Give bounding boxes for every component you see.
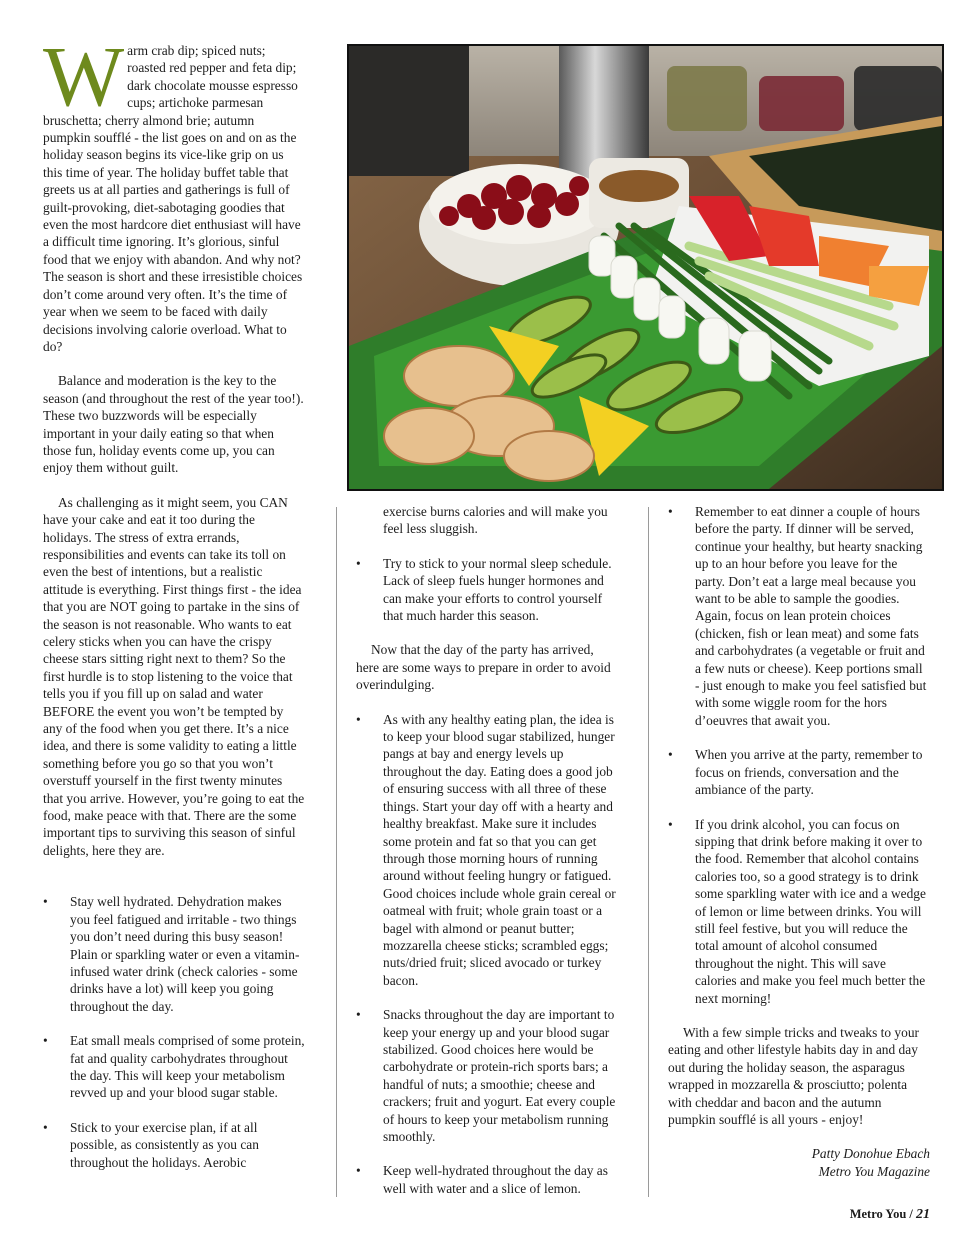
tip-text: Stick to your exercise plan, if at all possible, as consistently as you can throughout the holidays. Aerobic: [70, 1119, 259, 1170]
tip-text: Stay well hydrated. Dehydration makes you feel fatigued and irritable - two things you don’t need during this busy season! Plain or sparkling water or even a vitamin-infused water drink (check calories - some drinks have a lot) will keep you going throughout the day.: [70, 894, 300, 1014]
tip-text: Snacks throughout the day are important to keep your energy up and your blood sugar stabilized. Good choices here would be carbohydrate or protein-rich sports bars; a handful of nuts; a smoothie; cheese and crackers; fruit and yogurt. Eat every couple of hours to keep your metabolism running smoothly.: [383, 1007, 616, 1144]
bullet-marker: •: [43, 894, 48, 910]
tip-well-hydrated: [356, 1162, 618, 1197]
article-column-3: [668, 503, 930, 1180]
bullet-marker: •: [43, 1033, 48, 1049]
publication-name: Metro You Magazine: [818, 1163, 930, 1179]
food-platter-photo: [347, 44, 944, 491]
tip-arrive: [668, 746, 930, 798]
tip-blood-sugar: [356, 711, 618, 990]
magazine-name: Metro You /: [849, 1207, 913, 1221]
drop-cap: W: [43, 28, 125, 124]
balance-paragraph: Balance and moderation is the key to the season (and throughout the rest of the year too!). These two buzzwords will be especially important in your daily eating so that when those fun, holiday events come up, you can enjoy them without guilt.: [43, 373, 304, 476]
tip-text: If you drink alcohol, you can focus on sipping that drink before making it over to the food. Remember that alcohol contains calories too, so a good strategy is to drink some sparkling water with ice and a wedge of lemon or lime between drinks. You will still feel festive, but you will reduce the total amount of alcohol consumed throughout the night. This will save calories and make you feel much better the next morning!: [695, 816, 926, 1006]
bullet-marker: •: [356, 1163, 361, 1179]
tip-alcohol: [668, 816, 930, 1007]
tip-text: Try to stick to your normal sleep schedule. Lack of sleep fuels hunger hormones and can make your efforts to control yourself that much harder this season.: [383, 555, 612, 624]
article-column-2: [356, 503, 618, 1197]
tip-exercise-continued: [356, 503, 618, 538]
tip-snacks: [356, 1006, 618, 1145]
tip-text: As with any healthy eating plan, the idea is to keep your blood sugar stabilized, hunger pangs at bay and energy levels up throughout the day. Eating does a good job of ensuring success with all three of these things. Start your day off with a hearty and healthy breakfast. Make sure it includes some protein and fat so that you can get through those morning hours of running around without feeling hungry or fatigued. Good choices include whole grain cereal or oatmeal with fruit; whole grain toast or a bagel with almond or peanut butter; mozzarella cheese sticks; scrambled eggs; nuts/dried fruit; sliced avocado or turkey bacon.: [383, 711, 616, 988]
bullet-marker: •: [668, 816, 673, 832]
tip-small-meals: [43, 1032, 305, 1102]
tip-text: Eat small meals comprised of some protein, fat and quality carbohydrates throughout the day. This will keep your metabolism revved up and your blood sugar stable.: [70, 1033, 305, 1101]
page-number: 21: [916, 1207, 930, 1222]
tip-text: Keep well-hydrated throughout the day as well with water and a slice of lemon.: [383, 1163, 608, 1196]
column-divider-1: [336, 507, 337, 1197]
tip-exercise: [43, 1119, 305, 1171]
bullet-marker: •: [668, 747, 673, 763]
tip-dinner: [668, 503, 930, 729]
tip-sleep: [356, 555, 618, 625]
article-column-1: [43, 28, 305, 1171]
closing-paragraph: With a few simple tricks and tweaks to your eating and other lifestyle habits day in and day out during the holiday season, the asparagus wrapped in mozzarella & prosciutto; polenta with cheddar and bacon and the autumn pumpkin soufflé is all yours - enjoy!: [668, 1024, 919, 1127]
tip-text: When you arrive at the party, remember to focus on friends, conversation and the ambiance of the party.: [695, 747, 923, 798]
author-name: Patty Donohue Ebach: [811, 1146, 930, 1162]
page-footer: [850, 1207, 930, 1223]
column-divider-2: [648, 507, 649, 1197]
party-paragraph: Now that the day of the party has arrived, here are some ways to prepare in order to avoid overindulging.: [356, 642, 611, 693]
tip-text: exercise burns calories and will make you feel less sluggish.: [383, 504, 608, 537]
bullet-marker: •: [356, 555, 361, 571]
tip-text: Remember to eat dinner a couple of hours before the party. If dinner will be served, continue your healthy, but hearty snacking up to an hour before you leave for the party. Don’t eat a large meal because you want to be able to sample the goodies. Again, focus on lean protein choices (chicken, fish or lean meat) and some fats and carbohydrates (a vegetable or fruit and a few nuts or cheese). Keep portions small - just enough to make you feel satisfied but with some wiggle room for the hors d’oeuvres that await you.: [695, 504, 927, 728]
challenge-paragraph: As challenging as it might seem, you CAN have your cake and eat it too during the holidays. The stress of extra errands, responsibilities and events can take its toll on even the best of intentions, but a realistic attitude is everything. First things first - the idea that you are NOT going to partake in the sins of the season is not reasonable. Who wants to eat celery sticks when you can have the crispy cheese stars sitting right next to them? So the first hurdle is to stop listening to the voice that tells you if you fill up on salad and water BEFORE the event you won’t be tempted by any of the food when you get there. It’s a nice idea, and there is some validity to eating a little something before you go so that you won’t overstuff yourself in the first twenty minutes that you arrive. However, you’re going to eat the food, make peace with that. There are the some important tips to surviving this season of sinful delights, here they are.: [43, 494, 305, 858]
bullet-marker: •: [356, 711, 361, 727]
tip-hydrated: [43, 893, 305, 1015]
intro-paragraph: arm crab dip; spiced nuts; roasted red pepper and feta dip; dark chocolate mousse espresso cups; artichoke parmesan bruschetta; cherry almond brie; autumn pumpkin soufflé - the list goes on and on as the holiday season begins its vice-like grip on us this time of year. The holiday buffet table that greets us at all parties and gatherings is full of guilt-provoking, diet-sabotaging goodies that even the most hardcore diet enthusiast will have a difficult time ignoring. It’s glorious, sinful food that we enjoy with abandon. And why not? The season is short and these irresistible choices don’t come around very often. It’s the time of year when we seem to be faced with daily decisions involving calorie overload. What to do?: [43, 43, 303, 354]
bullet-marker: •: [668, 504, 673, 519]
bullet-marker: •: [356, 1007, 361, 1023]
bullet-marker: •: [43, 1119, 48, 1135]
